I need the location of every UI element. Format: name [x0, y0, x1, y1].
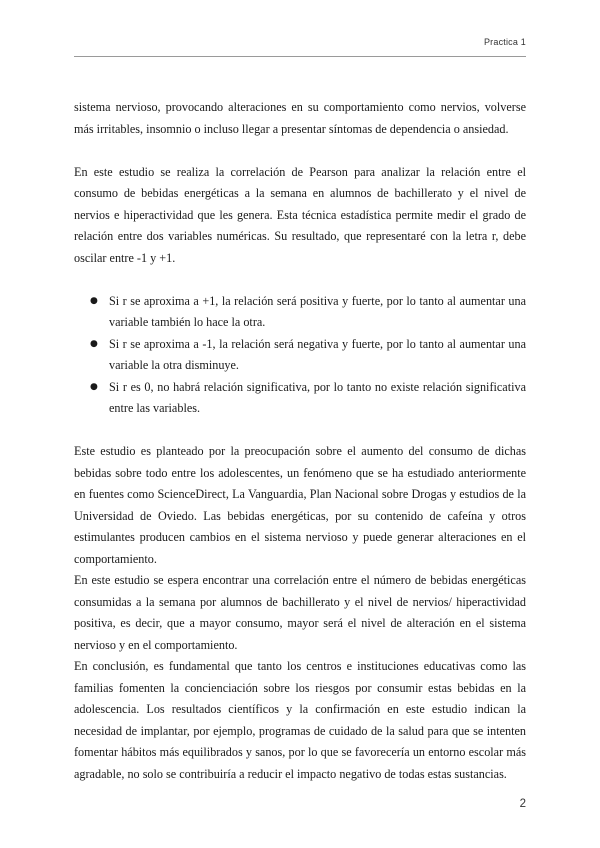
header-divider	[74, 56, 526, 57]
list-item-text: Si r se aproxima a -1, la relación será negativa y fuerte, por lo tanto al aumentar una variable la otra disminuye.	[109, 336, 526, 372]
list-item	[74, 334, 526, 377]
paragraph-gap	[74, 420, 526, 442]
paragraph-hypothesis: En este estudio se espera encontrar una correlación entre el número de bebidas energéticas consumidas a la semana por alumnos de bachillerato y el nivel de nervios/ hiperactividad positiva, es decir, que a mayor consumo, mayor será el nivel de alteración en el sistema nervioso y en el comportamiento.	[74, 573, 526, 652]
document-body	[74, 97, 526, 785]
page-number: 2	[519, 798, 526, 810]
page-header-label: Practica 1	[483, 37, 526, 47]
bullet-icon: ●	[90, 295, 98, 306]
paragraph-gap	[74, 269, 526, 291]
list-item-text: Si r se aproxima a +1, la relación será positiva y fuerte, por lo tanto al aumentar una variable también lo hace la otra.	[109, 293, 526, 329]
list-item-text: Si r es 0, no habrá relación significativa, por lo tanto no existe relación significativa entre las variables.	[109, 379, 526, 415]
correlation-interpretation-list	[74, 291, 526, 420]
bullet-icon: ●	[90, 381, 98, 392]
list-item	[74, 291, 526, 334]
paragraph-pearson-method: En este estudio se realiza la correlación de Pearson para analizar la relación entre el consumo de bebidas energéticas a la semana en alumnos de bachillerato y el nivel de nervios e hiperactividad que les genera. Esta técnica estadística permite medir el grado de relación entre dos variables numéricas. Su resultado, que representaré con la letra r, debe oscilar entre -1 y +1.	[74, 164, 526, 265]
paragraph-study-motivation: Este estudio es planteado por la preocupación sobre el aumento del consumo de dichas bebidas sobre todo entre los adolescentes, un fenómeno que se ha estudiado anteriormente en fuentes como ScienceDirect, La Vanguardia, Plan Nacional sobre Drogas y estudios de la Universidad de Oviedo. Las bebidas energéticas, por su contenido de cafeína y otros estimulantes producen cambios en el sistema nervioso y puede generar alteraciones en el comportamiento.	[74, 444, 526, 566]
paragraph-continuation: sistema nervioso, provocando alteraciones en su comportamiento como nervios, volverse más irritables, insomnio o incluso llegar a presentar síntomas de dependencia o ansiedad.	[74, 100, 526, 136]
bullet-icon: ●	[90, 338, 98, 349]
list-item	[74, 377, 526, 420]
paragraph-conclusion: En conclusión, es fundamental que tanto los centros e instituciones educativas como las familias fomenten la concienciación sobre los riesgos por consumir estas bebidas en la adolescencia. Los resultados científicos y la confirmación en este estudio indican la necesidad de implantar, por ejemplo, programas de cuidado de la salud para que se intenten fomentar hábitos más equilibrados y sanos, por lo que se favorecería un entorno escolar más agradable, no solo se contribuiría a reducir el impacto negativo de todas estas sustancias.	[74, 659, 526, 781]
paragraph-gap	[74, 140, 526, 162]
